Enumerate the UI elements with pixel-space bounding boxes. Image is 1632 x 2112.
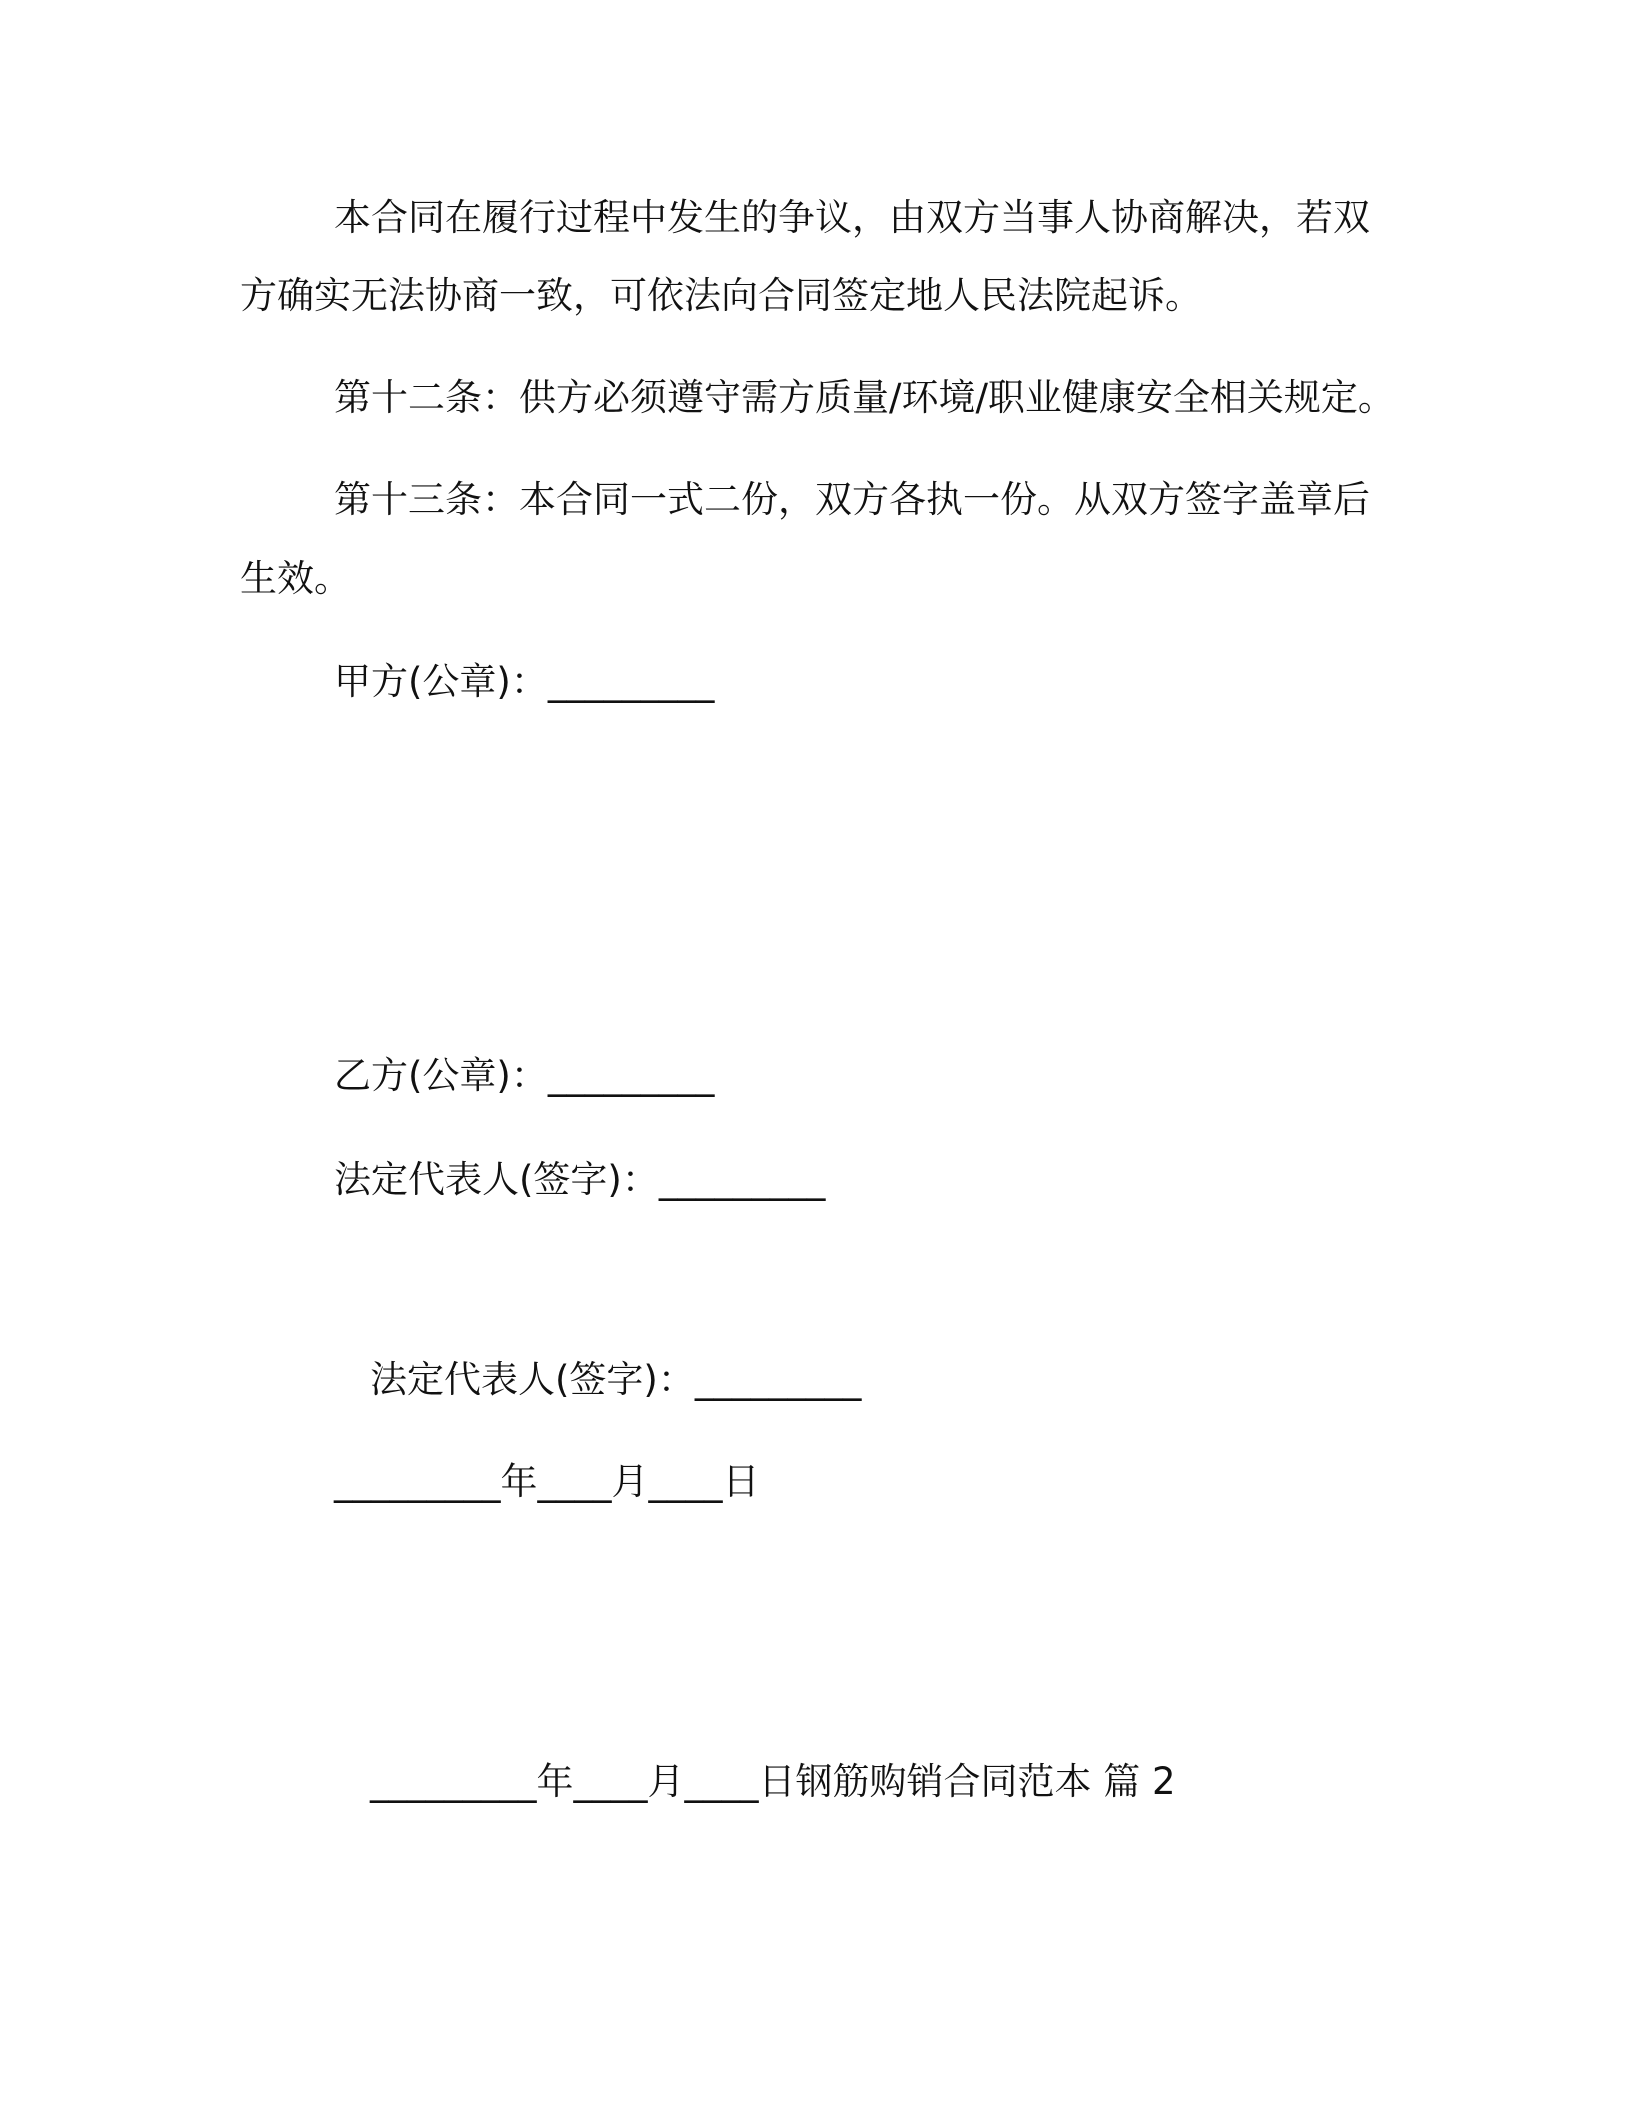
dispute-clause-line-2: 方确实无法协商一致，可依法向合同签定地人民法院起诉。 xyxy=(240,274,1202,317)
article-13-line-2: 生效。 xyxy=(240,557,351,600)
article-13-line-1: 第十三条：本合同一式二份，双方各执一份。从双方签字盖章后 xyxy=(334,478,1370,521)
party-a-seal-field: 甲方(公章)：_________ xyxy=(334,660,715,703)
date-field: _________年____月____日 xyxy=(334,1460,760,1503)
next-section-heading: _________年____月____日钢筋购销合同范本 篇 2 xyxy=(370,1760,1176,1803)
article-12: 第十二条：供方必须遵守需方质量/环境/职业健康安全相关规定。 xyxy=(334,376,1395,419)
party-b-seal-field: 乙方(公章)：_________ xyxy=(334,1054,715,1097)
dispute-clause-line-1: 本合同在履行过程中发生的争议，由双方当事人协商解决，若双 xyxy=(334,196,1370,239)
legal-rep-signature-field-2: 法定代表人(签字)：_________ xyxy=(370,1358,862,1401)
legal-rep-signature-field-1: 法定代表人(签字)：_________ xyxy=(334,1158,826,1201)
